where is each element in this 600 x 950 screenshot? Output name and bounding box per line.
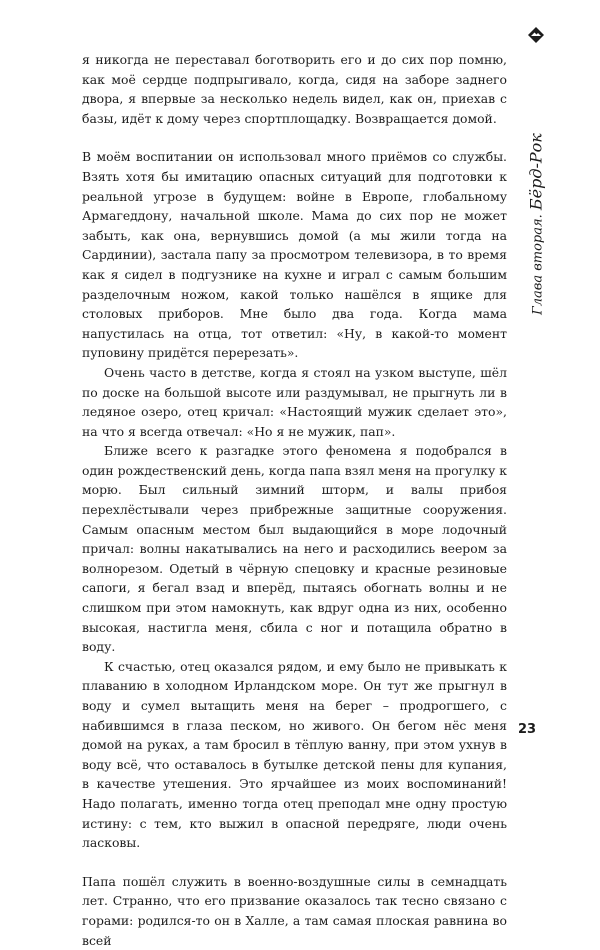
publisher-logo-icon (527, 26, 545, 44)
body-text (82, 50, 507, 950)
paragraph: Папа пошёл служить в военно-воздушные силы в семнадцать лет. Странно, что его призвание оказалось так тесно связано с горами: родился-то он в Халле, а там самая плоская равнина во всей (82, 873, 507, 948)
paragraph: Ближе всего к разгадке этого феномена я подобрался в один рождественский день, когда папа взял меня на прогулку к морю. Был сильный зимний шторм, и валы прибоя перехлёстывали через прибрежные защитные сооружения. Самым опасным местом был выдающийся в море лодочный причал: волны накатывались на него и расходились веером за волнорезом. Одетый в чёрную спецовку и красные резиновые сапоги, я бегал взад и вперёд, пытаясь обогнать волны и не слишком при этом намокнуть, как вдруг одна из них, особенно высокая, настигла меня, сбила с ног и потащила обратно в воду. (82, 443, 507, 655)
chapter-title: Бёрд-Рок (526, 133, 546, 211)
paragraph: В моём воспитании он использовал много приёмов со службы. Взять хотя бы имитацию опасных ситуаций для подготовки к реальной угрозе в будущем: войне в Европе, глобальному Армагеддону, начальной школе. Мама до сих пор не может забыть, как она, вернувшись домой (а мы жили тогда на Сардинии), застала папу за просмотром телевизора, в то время как я сидел в подгузнике на кухне и играл с самым большим разделочным ножом, какой только нашёлся в ящике для столовых приборов. Мне было два года. Когда мама напустилась на отца, тот ответил: «Ну, в какой-то момент пуповину придётся перерезать». (82, 149, 507, 361)
paragraph: Очень часто в детстве, когда я стоял на узком выступе, шёл по доске на большой высоте или раздумывал, не прыгнуть ли в ледяное озеро, отец кричал: «Настоящий мужик сделает это», на что я всегда отвечал: «Но я не мужик, пап». (82, 364, 507, 439)
page-number: 23 (518, 722, 537, 737)
paragraph: я никогда не переставал боготворить его и до сих пор помню, как моё сердце подпрыгивало, когда, сидя на заборе заднего двора, я впервые за несколько недель видел, как он, приехав с базы, идёт к дому через спортплощадку. Возвращается домой. (82, 52, 507, 126)
running-head (527, 133, 546, 315)
paragraph: К счастью, отец оказался рядом, и ему было не привыкать к плаванию в холодном Ирландском море. Он тут же прыгнул в воду и сумел вытащить меня на берег – продрогшего, с набившимся в глаза песком, но живого. Он бегом нёс меня домой на руках, а там бросил в тёплую ванну, при этом ухнув в воду всё, что оставалось в бутылке детской пены для купания, в качестве утешения. Это ярчайшее из моих воспоминаний! Надо полагать, именно тогда отец преподал мне одну простую истину: с тем, кто выжил в опасной передряге, люди очень ласковы. (82, 658, 507, 851)
chapter-label: Глава вторая. (530, 214, 546, 315)
